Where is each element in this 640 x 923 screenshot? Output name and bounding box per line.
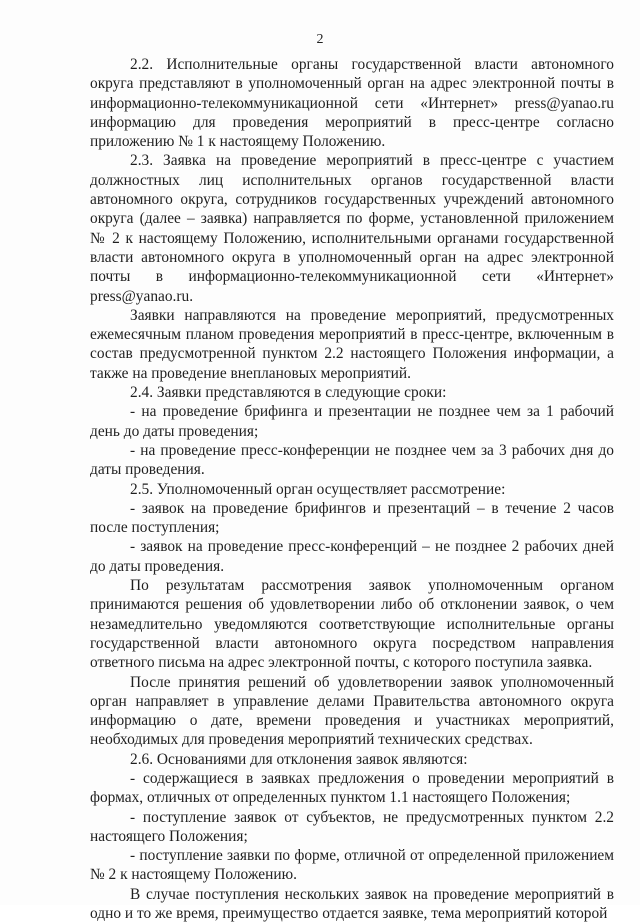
paragraph-applications-scope: Заявки направляются на проведение мероприятий, предусмотренных ежемесячным планом проведения мероприятий в пресс-центре, включенным в состав предусмотренной пунктом 2.2 настоящего Положения информации, а также на проведение внеплановых мероприятий. (90, 306, 614, 382)
paragraph-2-5: 2.5. Уполномоченный орган осуществляет рассмотрение: (130, 480, 506, 498)
list-item-rejection-form-mismatch: - поступление заявки по форме, отличной от определенной приложением № 2 к настоящему Положению. (90, 847, 614, 884)
list-item-press-conference-review: - заявок на проведение пресс-конференций – не позднее 2 рабочих дней до даты проведения. (90, 538, 614, 575)
paragraph-multiple-applications: В случае поступления нескольких заявок на проведение мероприятий в одно и то же время, преимущество отдается заявке, тема мероприятий которой (90, 885, 614, 923)
paragraph-2-6: 2.6. Основаниями для отклонения заявок являются: (130, 750, 468, 768)
paragraph-2-3: 2.3. Заявка на проведение мероприятий в пресс-центре с участием должностных лиц исполнительных органов государственной власти автономного округа, сотрудников государственных учреждений автономного округа (далее – заявка) направляется по форме, установленной приложением № 2 к настоящему Положению, исполнительными органами государственной власти автономного округа в уполномоченный орган на адрес электронной почты в информационно-телекоммуникационной сети «Интернет» press@yanao.ru. (90, 152, 614, 305)
paragraph-2-4: 2.4. Заявки представляются в следующие сроки: (130, 384, 447, 402)
paragraph-review-results: По результатам рассмотрения заявок уполномоченным органом принимаются решения об удовлетворении либо об отклонении заявок, о чем незамедлительно уведомляются соответствующие исполнительные органы государственной власти автономного округа посредством направления ответного письма на адрес электронной почты, с которого поступила заявка. (90, 577, 614, 672)
paragraph-after-approval: После принятия решений об удовлетворении заявок уполномоченный орган направляет в управление делами Правительства автономного округа информацию о дате, времени проведения и участниках мероприятий, необходимых для проведения мероприятий технических средствах. (90, 673, 614, 749)
document-body (90, 55, 614, 923)
list-item-press-conference-deadline: - на проведение пресс-конференции не позднее чем за 3 рабочих дня до даты проведения. (90, 441, 614, 479)
paragraph-2-2: 2.2. Исполнительные органы государственной власти автономного округа представляют в уполномоченный орган на адрес электронной почты в информационно-телекоммуникационной сети «Интернет» press@yanao.ru информацию для проведения мероприятий в пресс-центре согласно приложению № 1 к настоящему Положению. (90, 56, 614, 151)
page-number: 2 (316, 32, 324, 47)
list-item-briefing-review: - заявок на проведение брифингов и презентаций – в течение 2 часов после поступления; (90, 499, 614, 537)
list-item-rejection-subjects: - поступление заявок от субъектов, не предусмотренных пунктом 2.2 настоящего Положения; (90, 808, 614, 845)
list-item-briefing-deadline: - на проведение брифинга и презентации не позднее чем за 1 рабочий день до даты проведения; (90, 403, 614, 440)
list-item-rejection-forms: - содержащиеся в заявках предложения о проведении мероприятий в формах, отличных от определенных пунктом 1.1 настоящего Положения; (90, 769, 614, 807)
